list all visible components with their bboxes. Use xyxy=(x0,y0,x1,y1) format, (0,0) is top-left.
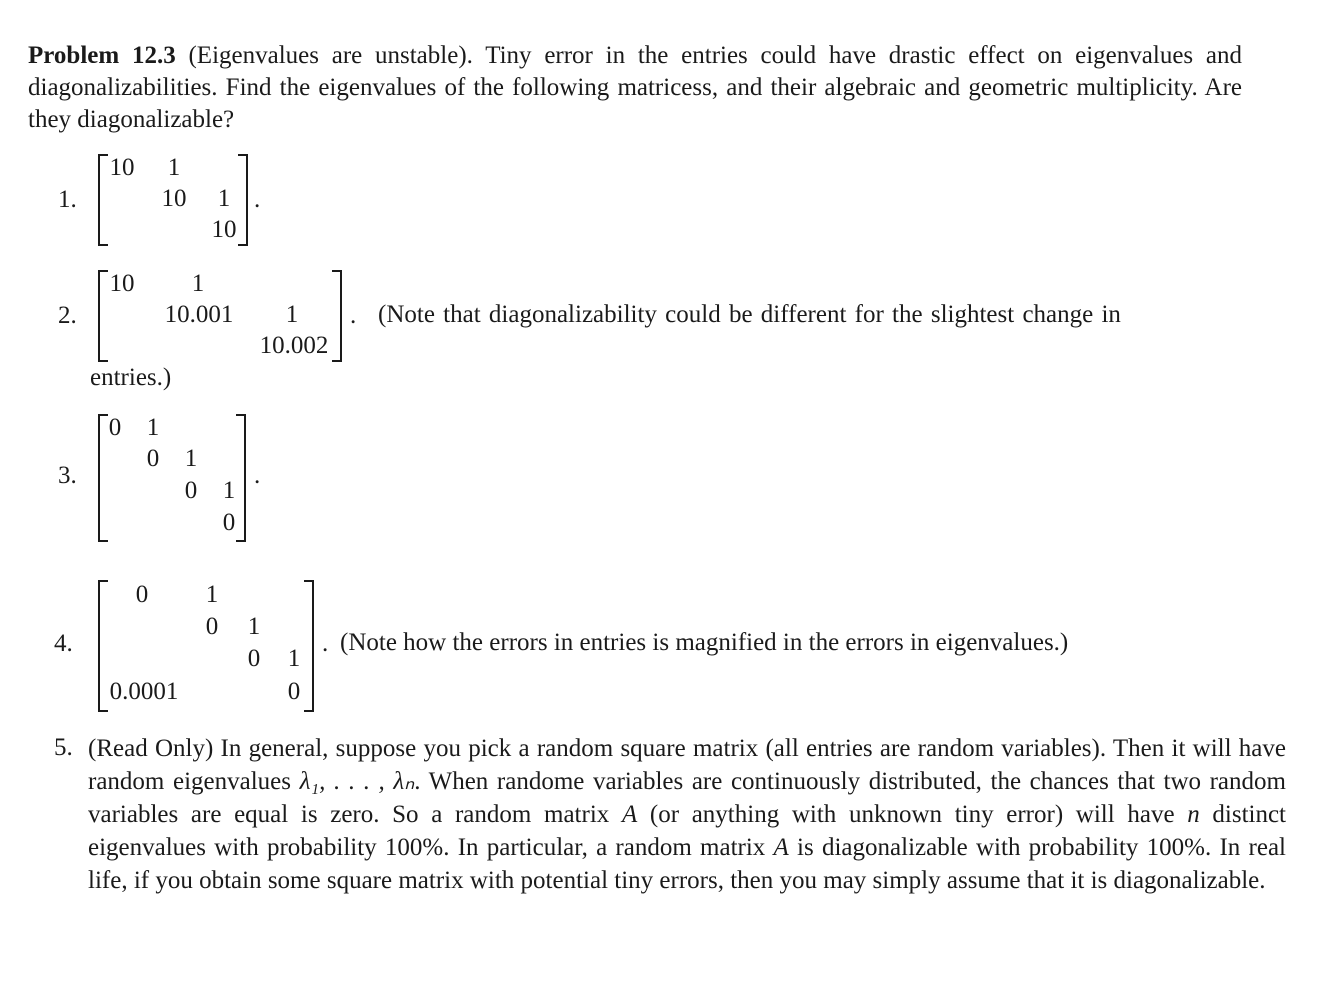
problem-heading: Problem 12.3 xyxy=(28,42,176,69)
matrix-suffix: . xyxy=(322,630,329,657)
right-bracket xyxy=(332,270,342,362)
matrix-entry: 1 xyxy=(217,185,231,212)
matrix-entry: 10 xyxy=(109,270,135,297)
item-5-segment: distinct eigenvalues with probability 100%. In particular, a random matrix xyxy=(88,801,1287,861)
matrix-entry: 1 xyxy=(146,414,160,441)
matrix-entry: 10 xyxy=(109,154,135,181)
matrix-entry: 0 xyxy=(222,509,236,536)
matrix-entry: 0 xyxy=(184,477,198,504)
item-5-text xyxy=(88,732,1286,897)
item-label: 2. xyxy=(58,302,77,329)
item-note: (Note that diagonalizability could be different for the slightest change in xyxy=(378,301,1121,328)
item-label: 3. xyxy=(58,462,77,489)
right-bracket xyxy=(304,580,314,712)
matrix-suffix: . xyxy=(350,302,357,329)
matrix-symbol: A xyxy=(773,834,789,861)
item-5-segment: . When randome variables are continuously distributed, the chances that two random variables are equal is zero. So a random matrix xyxy=(88,768,1286,828)
problem-statement xyxy=(28,40,1242,136)
lambda-sequence: λ₁, . . . , λₙ xyxy=(299,768,415,795)
item-note: (Note how the errors in entries is magnified in the errors in eigenvalues.) xyxy=(340,629,1069,656)
item-note-continued: entries.) xyxy=(90,364,172,391)
right-bracket xyxy=(238,154,248,246)
item-label: 5. xyxy=(54,734,73,761)
matrix-entry: 1 xyxy=(222,477,236,504)
item-label: 1. xyxy=(58,186,77,213)
matrix-entry: 1 xyxy=(287,645,301,672)
matrix-entry: 1 xyxy=(191,270,205,297)
matrix-entry: 0.0001 xyxy=(109,678,179,705)
matrix-entry: 0 xyxy=(247,645,261,672)
matrix-entry: 1 xyxy=(167,154,181,181)
matrix-suffix: . xyxy=(254,462,261,489)
matrix-entry: 0 xyxy=(287,678,301,705)
matrix-entry: 10 xyxy=(211,216,237,243)
matrix-entry: 10 xyxy=(161,185,187,212)
right-bracket xyxy=(236,414,246,542)
item-label: 4. xyxy=(54,630,73,657)
item-5-segment: (Read Only) In general, suppose you pick a random square matrix (all entries are random variables). Then it will have random eigenvalues xyxy=(88,735,1286,795)
matrix-entry: 1 xyxy=(205,581,219,608)
matrix-entry: 0 xyxy=(108,414,122,441)
matrix-entry: 1 xyxy=(285,301,299,328)
problem-title: (Eigenvalues are unstable). xyxy=(188,42,473,69)
matrix-entry: 10.002 xyxy=(259,332,329,359)
matrix-symbol: A xyxy=(621,801,638,828)
matrix-entry: 0 xyxy=(205,613,219,640)
matrix-suffix: . xyxy=(254,186,261,213)
problem-body: Tiny error in the entries could have drastic effect on eigenvalues and diagonalizabilities. Find the eigenvalues of the following matricess, and their algebraic and geometric multiplicity. Are they diagonalizable? xyxy=(28,42,1242,133)
item-5-segment: is diagonalizable with probability 100%. In real life, if you obtain some square matrix with potential tiny errors, then you may simply assume that it is diagonalizable. xyxy=(88,834,1286,894)
item-5-segment: (or anything with unknown tiny error) will have xyxy=(637,801,1188,828)
matrix-entry: 0 xyxy=(146,445,160,472)
matrix-entry: 10.001 xyxy=(164,301,234,328)
n-symbol: n xyxy=(1187,801,1200,828)
matrix-entry: 1 xyxy=(247,613,261,640)
matrix-entry: 1 xyxy=(184,445,198,472)
matrix-entry: 0 xyxy=(135,581,149,608)
